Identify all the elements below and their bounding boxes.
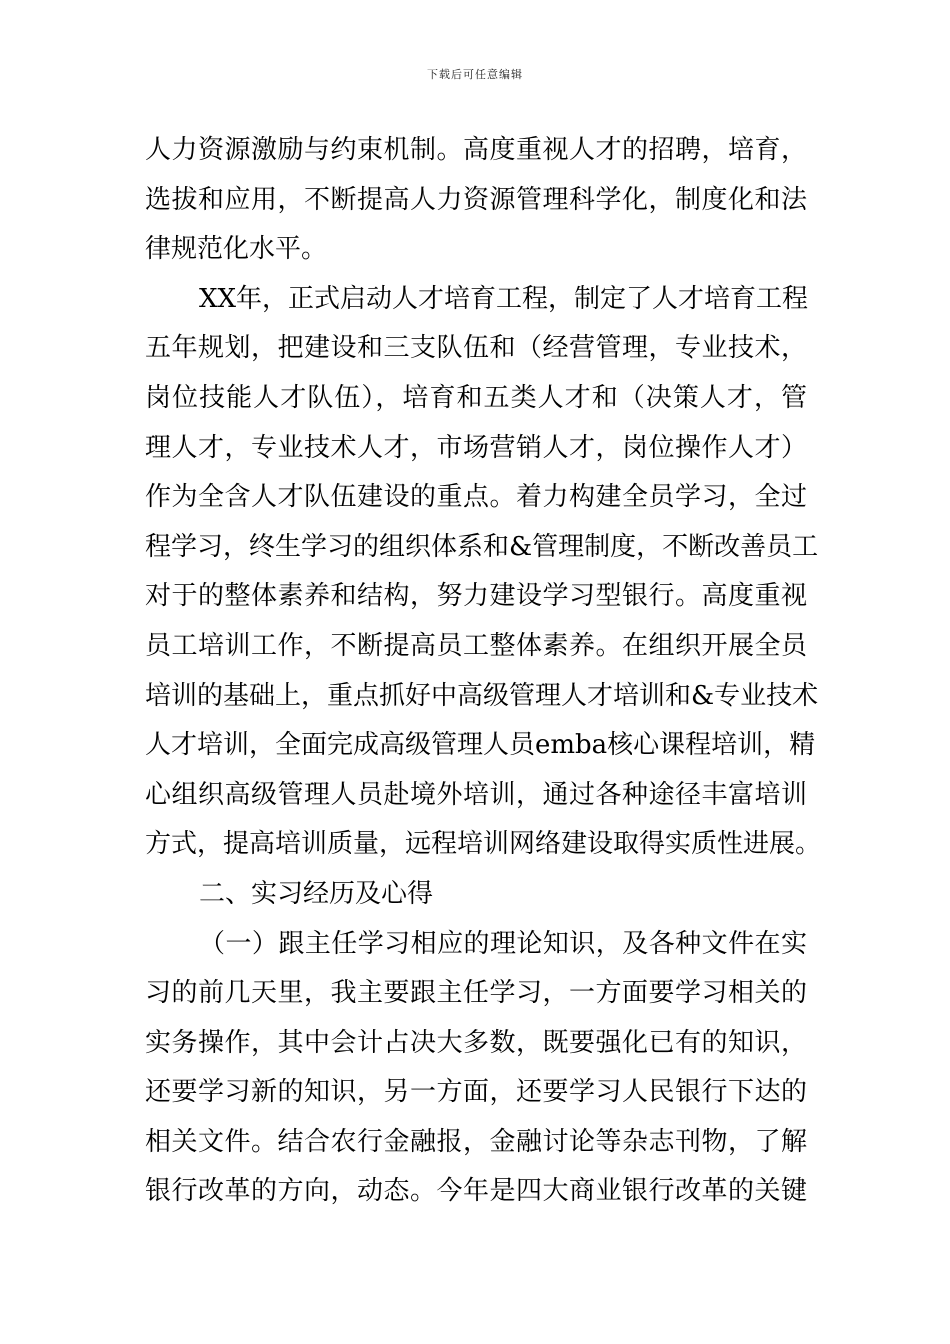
text-line: 员工培训工作，不断提高员工整体素养。在组织开展全员 [145,630,807,661]
section-heading: 二、实习经历及心得 [199,878,434,909]
text-line: 银行改革的方向，动态。今年是四大商业银行改革的关键 [145,1176,807,1207]
text-line: 人力资源激励与约束机制。高度重视人才的招聘，培育， [145,135,807,165]
page-header-note: 下载后可任意编辑 [427,68,523,81]
text-line: 方式，提高培训质量，远程培训网络建设取得实质性进展。 [145,829,822,860]
text-line: 习的前几天里，我主要跟主任学习，一方面要学习相关的 [145,978,807,1009]
text-line: 程学习，终生学习的组织体系和&管理制度，不断改善员工 [145,531,819,562]
text-line: 对于的整体素养和结构，努力建设学习型银行。高度重视 [145,581,807,612]
text-line: 人才培训，全面完成高级管理人员emba核心课程培训，精 [145,730,816,761]
text-line: 相关文件。结合农行金融报，金融讨论等杂志刊物，了解 [145,1126,807,1157]
text-line: 还要学习新的知识，另一方面，还要学习人民银行下达的 [145,1077,807,1108]
text-line: 律规范化水平。 [145,234,328,265]
text-line: 五年规划，把建设和三支队伍和（经营管理，专业技术， [145,333,807,364]
text-line: 理人才，专业技术人才，市场营销人才，岗位操作人才） [145,432,807,463]
text-line: 选拔和应用，不断提高人力资源管理科学化，制度化和法 [145,184,807,215]
text-line: 岗位技能人才队伍），培育和五类人才和（决策人才，管 [145,382,807,413]
paragraph-start-line: （一）跟主任学习相应的理论知识，及各种文件在实 [199,928,807,959]
text-line: 培训的基础上，重点抓好中高级管理人才培训和&专业技术 [145,680,819,711]
text-line: 作为全含人才队伍建设的重点。着力构建全员学习，全过 [145,482,807,513]
document-body [145,126,822,1217]
text-line: 实务操作，其中会计占决大多数，既要强化已有的知识， [145,1027,807,1058]
text-line: 心组织高级管理人员赴境外培训，通过各种途径丰富培训 [145,779,807,810]
paragraph-start-line: XX年，正式启动人才培育工程，制定了人才培育工程 [199,283,809,314]
